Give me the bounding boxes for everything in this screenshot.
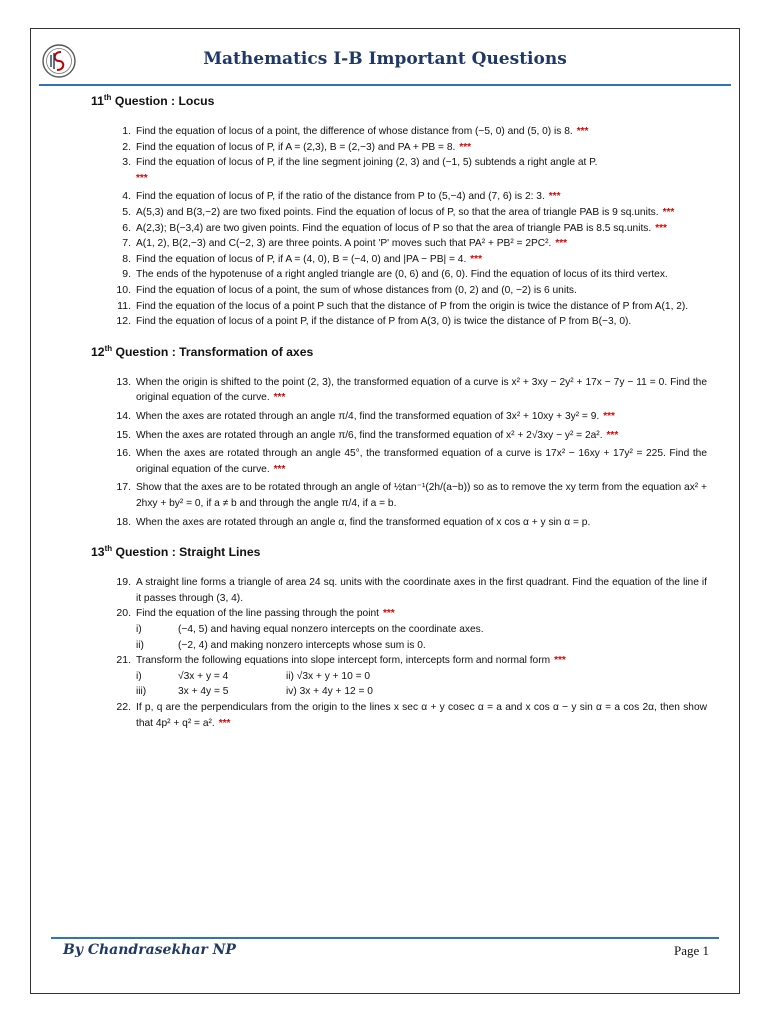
- question-item: 3. Find the equation of locus of P, if the line segment joining (2, 3) and (−1, 5) subtends a right angle at P. ***: [122, 156, 598, 184]
- question-item: 19. A straight line forms a triangle of area 24 sq. units with the coordinate axes in the first quadrant. Find the equation of the line if it passes through (3, 4).: [116, 576, 707, 604]
- question-item: 6. A(2,3); B(−3,4) are two given points. Find the equation of locus of P so that the area of triangle PAB is 8.5 sq.units. ***: [122, 221, 667, 234]
- sub-question: i) (−4, 5) and having equal nonzero intercepts on the coordinate axes.: [136, 624, 484, 636]
- question-item: 8. Find the equation of locus of P, if A = (4, 0), B = (−4, 0) and |PA − PB| = 4. ***: [122, 252, 482, 265]
- question-item: 9. The ends of the hypotenuse of a right angled triangle are (0, 6) and (6, 0). Find the equation of locus of its third vertex.: [122, 268, 668, 281]
- author-name: By Chandrasekhar NP: [63, 942, 236, 958]
- importance-stars: ***: [606, 429, 619, 441]
- importance-stars: ***: [655, 222, 667, 234]
- page-frame: [30, 28, 740, 994]
- question-item: 10. Find the equation of locus of a point, the sum of whose distances from (0, 2) and (0, −2) is 6 units.: [116, 284, 577, 296]
- sub-question-row: i) √3x + y = 4 ii) √3x + y + 10 = 0: [136, 670, 371, 682]
- question-item: 5. A(5,3) and B(3,−2) are two fixed points. Find the equation of locus of P, so that the area of triangle PAB is 9 sq.units. ***: [122, 206, 675, 219]
- section-title-straight-lines: 13th Question : Straight Lines: [91, 544, 261, 560]
- question-item: 7. A(1, 2), B(2,−3) and C(−2, 3) are three points. A point 'P' moves such that PA² + PB² = 2PC². ***: [122, 237, 568, 250]
- importance-stars: ***: [662, 207, 675, 219]
- importance-stars: ***: [603, 411, 615, 423]
- header-divider: [39, 84, 731, 86]
- content: [31, 93, 739, 731]
- importance-stars: ***: [470, 253, 482, 265]
- question-item: 20. Find the equation of the line passing through the point *** i) (−4, 5) and having equal nonzero intercepts on the coordinate axes. ii) (−2, 4) and making nonzero intercepts whose sum is 0.: [109, 606, 707, 653]
- importance-stars: ***: [273, 392, 286, 404]
- question-item: 18. When the axes are rotated through an angle α, find the transformed equation of x cos α + y sin α = p.: [116, 515, 591, 528]
- question-item: 21. Transform the following equations into slope intercept form, intercepts form and normal form *** i) √3x + y = 4 ii) √3x + y + 10 = 0 iii) 3x + 4y = 5 iv) 3x + 4y + 12 = 0: [109, 653, 707, 700]
- question-item: 11. Find the equation of the locus of a point P such that the distance of P from the origin is twice the distance of P from A(1, 2).: [117, 299, 689, 312]
- question-item: 2. Find the equation of locus of P, if A = (2,3), B = (2,−3) and PA + PB = 8. ***: [122, 140, 472, 153]
- importance-stars: ***: [136, 172, 148, 184]
- importance-stars: ***: [459, 141, 472, 153]
- question-item: 13. When the origin is shifted to the point (2, 3), the transformed equation of a curve is x² + 3xy − 2y² + 17x − 7y − 11 = 0. Find the original equation of the curve. ***: [116, 375, 707, 404]
- section-title-transformation: 12th Question : Transformation of axes: [91, 343, 314, 359]
- question-item: 17. Show that the axes are to be rotated through an angle of ½tan⁻¹(2h/(a−b)) so as to remove the xy term from the equation ax² + 2hxy + by² = 0, if a ≠ b and through the angle π/4, if a = b.: [116, 481, 707, 509]
- question-item: 1. Find the equation of locus of a point, the difference of whose distance from (−5, 0) and (5, 0) is 8. ***: [122, 125, 589, 138]
- question-item: 15. When the axes are rotated through an angle π/6, find the transformed equation of x² + 2√3xy − y² = 2a². ***: [116, 428, 619, 441]
- importance-stars: ***: [576, 126, 589, 138]
- question-list-straight-lines: [109, 575, 707, 731]
- sub-question-row: iii) 3x + 4y = 5 iv) 3x + 4y + 12 = 0: [136, 686, 373, 698]
- page-title: Mathematics I-B Important Questions: [203, 49, 567, 69]
- question-list-transformation: [109, 375, 707, 530]
- question-list-locus: [109, 124, 707, 330]
- section-title-locus: 11th Question : Locus: [91, 93, 215, 109]
- question-item: 12. Find the equation of locus of a point P, if the distance of P from A(3, 0) is twice the distance of P from B(−3, 0).: [116, 315, 632, 328]
- header: [31, 29, 739, 91]
- question-item: 16. When the axes are rotated through an angle 45°, the transformed equation of a curve is 17x² − 16xy + 17y² = 225. Find the original equation of the curve. ***: [116, 447, 707, 475]
- question-item: 4. Find the equation of locus of P, if the ratio of the distance from P to (5,−4) and (7, 6) is 2: 3. ***: [122, 190, 561, 203]
- importance-stars: ***: [548, 191, 561, 203]
- importance-stars: ***: [554, 655, 566, 667]
- importance-stars: ***: [382, 608, 395, 620]
- page-number: Page 1: [673, 943, 709, 958]
- question-item: 14. When the axes are rotated through an angle π/4, find the transformed equation of 3x² + 10xy + 3y² = 9. ***: [116, 410, 615, 423]
- importance-stars: ***: [273, 463, 286, 475]
- importance-stars: ***: [218, 717, 231, 729]
- importance-stars: ***: [555, 238, 568, 250]
- footer-divider: [51, 937, 719, 939]
- sub-question: ii) (−2, 4) and making nonzero intercepts whose sum is 0.: [136, 639, 426, 651]
- question-item: 22. If p, q are the perpendiculars from the origin to the lines x sec α + y cosec α = a and x cos α − y sin α = a cos 2α, then show that 4p² + q² = a². ***: [116, 701, 707, 729]
